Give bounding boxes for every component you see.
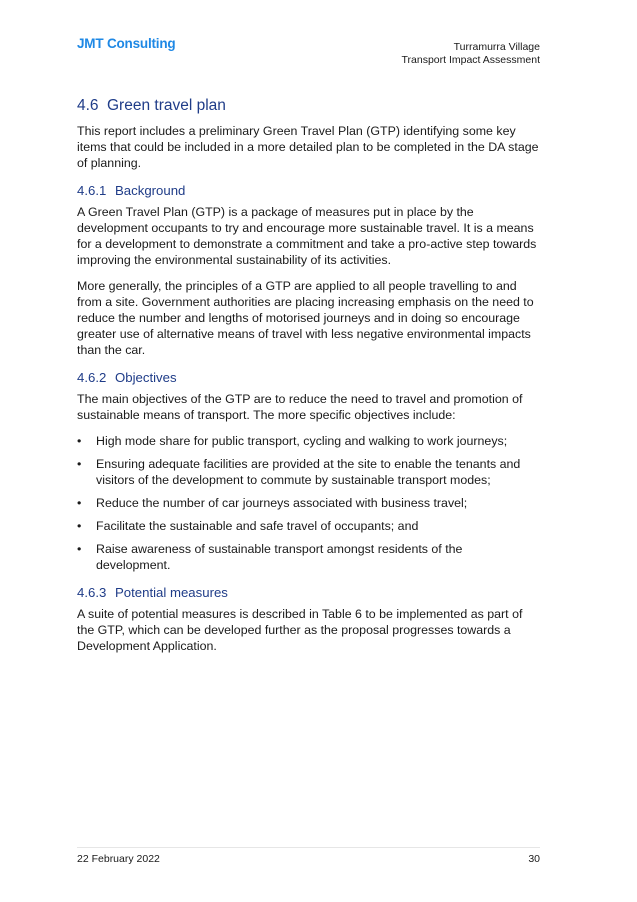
footer-date: 22 February 2022 [77, 853, 160, 865]
objectives-intro-paragraph: The main objectives of the GTP are to reduce the need to travel and promotion of sustainable means of transport. The more specific objectives include: [77, 392, 523, 422]
subsection-title: Objectives [115, 370, 177, 385]
list-item [77, 518, 540, 534]
footer-divider [77, 847, 540, 848]
section-intro-paragraph: This report includes a preliminary Green Travel Plan (GTP) identifying some key items that could be included in a more detailed plan to be completed in the DA stage of planning. [77, 124, 539, 170]
company-logo: JMT Consulting [77, 36, 176, 51]
measures-paragraph: A suite of potential measures is described in Table 6 to be implemented as part of the GTP, which can be developed further as the proposal progresses towards a Development Application. [77, 607, 523, 653]
list-item [77, 433, 540, 449]
bullet-icon: • [77, 496, 82, 510]
subsection-heading-background [77, 183, 540, 198]
list-item [77, 495, 540, 511]
list-item-text: Reduce the number of car journeys associated with business travel; [96, 496, 468, 510]
objectives-list [77, 433, 540, 573]
bullet-icon: • [77, 457, 82, 471]
subsection-number: 4.6.1 [77, 183, 107, 198]
list-item [77, 541, 540, 573]
subsection-number: 4.6.3 [77, 585, 107, 600]
section-number: 4.6 [77, 97, 99, 114]
bullet-icon: • [77, 542, 82, 556]
subsection-number: 4.6.2 [77, 370, 107, 385]
bullet-icon: • [77, 434, 82, 448]
list-item-text: Raise awareness of sustainable transport amongst residents of the development. [96, 542, 463, 572]
background-paragraph-1: A Green Travel Plan (GTP) is a package of measures put in place by the development occupants to try and encourage more sustainable travel. It is a means for a development to demonstrate a commitment and take a pro-active step towards improving the environmental sustainability of its activities. [77, 205, 537, 267]
page-content [77, 97, 540, 664]
header-title-line1: Turramurra Village [453, 41, 540, 53]
list-item [77, 456, 540, 488]
subsection-heading-objectives [77, 370, 540, 385]
page-number: 30 [528, 853, 540, 865]
list-item-text: High mode share for public transport, cycling and walking to work journeys; [96, 434, 508, 448]
section-title: Green travel plan [107, 97, 226, 114]
subsection-title: Potential measures [115, 585, 228, 600]
document-title-header [402, 41, 541, 67]
section-heading [77, 97, 540, 115]
header-title-line2: Transport Impact Assessment [401, 54, 540, 66]
subsection-heading-measures [77, 585, 540, 600]
background-paragraph-2: More generally, the principles of a GTP are applied to all people travelling to and from a site. Government authorities are placing increasing emphasis on the need to reduce the number and lengths of motorised journeys and in doing so encourage greater use of alternative means of travel with less negative environmental impacts than the car. [77, 279, 534, 357]
bullet-icon: • [77, 519, 82, 533]
list-item-text: Facilitate the sustainable and safe travel of occupants; and [96, 519, 419, 533]
subsection-title: Background [115, 183, 186, 198]
list-item-text: Ensuring adequate facilities are provided at the site to enable the tenants and visitors of the development to commute by sustainable transport modes; [96, 457, 521, 487]
